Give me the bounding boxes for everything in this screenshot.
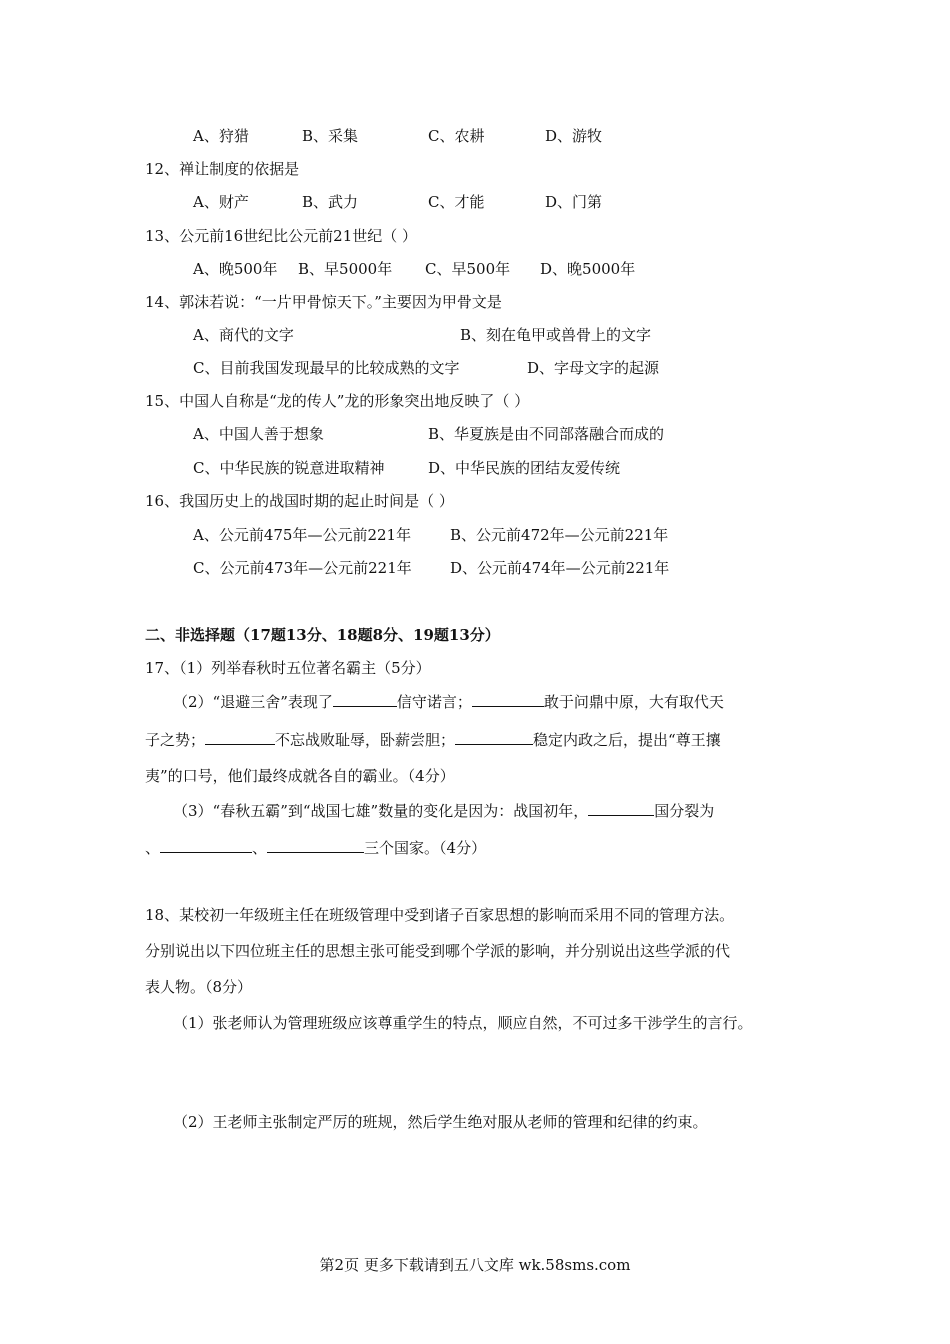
q11-option-c: C、农耕	[428, 127, 485, 145]
answer-blank[interactable]	[333, 691, 397, 707]
answer-blank[interactable]	[588, 800, 654, 816]
answer-blank[interactable]	[455, 729, 533, 745]
q18-sub1: （1）张老师认为管理班级应该尊重学生的特点，顺应自然，不可过多干涉学生的言行。	[173, 1014, 753, 1032]
q17-part2-line1	[173, 691, 724, 713]
q17-part1: 17、（1）列举春秋时五位著名霸主（5分）	[145, 659, 431, 677]
q15-stem: 15、中国人自称是“龙的传人”龙的形象突出地反映了（ ）	[145, 392, 530, 410]
q14-option-d: D、字母文字的起源	[527, 359, 660, 377]
q17-part2-text-d: 子之势；	[145, 731, 206, 749]
q12-option-d: D、门第	[545, 193, 603, 211]
q17-part2-text-e: 不忘战败耻辱，卧薪尝胆；	[275, 731, 456, 749]
q13-option-b: B、早5000年	[298, 260, 393, 278]
q17-part3-text-c: 、	[145, 839, 161, 857]
q12-option-a: A、财产	[193, 193, 249, 211]
q17-part3-text-e: 三个国家。（4分）	[364, 839, 487, 857]
q13-option-d: D、晚5000年	[540, 260, 636, 278]
q13-option-c: C、早500年	[425, 260, 511, 278]
q16-option-a: A、公元前475年—公元前221年	[193, 526, 412, 544]
q15-option-d: D、中华民族的团结友爱传统	[428, 459, 621, 477]
q17-part2-line2	[145, 729, 721, 751]
q14-option-a: A、商代的文字	[193, 326, 294, 344]
q13-option-a: A、晚500年	[193, 260, 278, 278]
page-footer: 第2页 更多下载请到五八文库 wk.58sms.com	[319, 1256, 631, 1274]
answer-blank[interactable]	[160, 837, 252, 853]
answer-blank[interactable]	[205, 729, 275, 745]
q17-part3-text-b: 国分裂为	[654, 802, 715, 820]
q12-option-b: B、武力	[302, 193, 359, 211]
q16-option-c: C、公元前473年—公元前221年	[193, 559, 412, 577]
q12-option-c: C、才能	[428, 193, 485, 211]
q15-option-b: B、华夏族是由不同部落融合而成的	[428, 425, 665, 443]
q18-line1: 18、某校初一年级班主任在班级管理中受到诸子百家思想的影响而采用不同的管理方法。	[145, 906, 735, 924]
q17-part3-text-a: （3）“春秋五霸”到“战国七雄”数量的变化是因为：战国初年，	[173, 802, 589, 820]
q17-part3-line2	[145, 837, 486, 859]
q17-part2-text-f: 稳定内政之后，提出“尊王攘	[533, 731, 721, 749]
q17-part2-text-b: 信守诺言；	[396, 693, 472, 711]
answer-blank[interactable]	[472, 691, 544, 707]
section2-title: 二、非选择题（17题13分、18题8分、19题13分）	[145, 626, 500, 644]
q15-option-c: C、中华民族的锐意进取精神	[193, 459, 385, 477]
q14-stem: 14、郭沫若说：“一片甲骨惊天下。”主要因为甲骨文是	[145, 293, 502, 311]
q16-option-b: B、公元前472年—公元前221年	[450, 526, 669, 544]
q11-option-b: B、采集	[302, 127, 359, 145]
q17-part3-line1	[173, 800, 714, 822]
answer-blank[interactable]	[267, 837, 364, 853]
q16-stem: 16、我国历史上的战国时期的起止时间是（ ）	[145, 492, 454, 510]
q17-part2-text-a: （2）“退避三舍”表现了	[173, 693, 333, 711]
q17-part3-text-d: 、	[252, 839, 268, 857]
q18-line2: 分别说出以下四位班主任的思想主张可能受到哪个学派的影响，并分别说出这些学派的代	[145, 942, 731, 960]
q17-part2-text-c: 敢于问鼎中原，大有取代天	[543, 693, 724, 711]
q15-option-a: A、中国人善于想象	[193, 425, 324, 443]
q14-option-b: B、刻在龟甲或兽骨上的文字	[460, 326, 652, 344]
q14-option-c: C、目前我国发现最早的比较成熟的文字	[193, 359, 460, 377]
q18-sub2: （2）王老师主张制定严厉的班规，然后学生绝对服从老师的管理和纪律的约束。	[173, 1113, 708, 1131]
q18-line3: 表人物。（8分）	[145, 978, 253, 996]
q17-part2-text-g: 夷”的口号，他们最终成就各自的霸业。（4分）	[145, 767, 455, 785]
q11-option-d: D、游牧	[545, 127, 603, 145]
q11-option-a: A、狩猎	[193, 127, 249, 145]
q13-stem: 13、公元前16世纪比公元前21世纪（ ）	[145, 227, 418, 245]
q16-option-d: D、公元前474年—公元前221年	[450, 559, 670, 577]
q12-stem: 12、禅让制度的依据是	[145, 160, 300, 178]
